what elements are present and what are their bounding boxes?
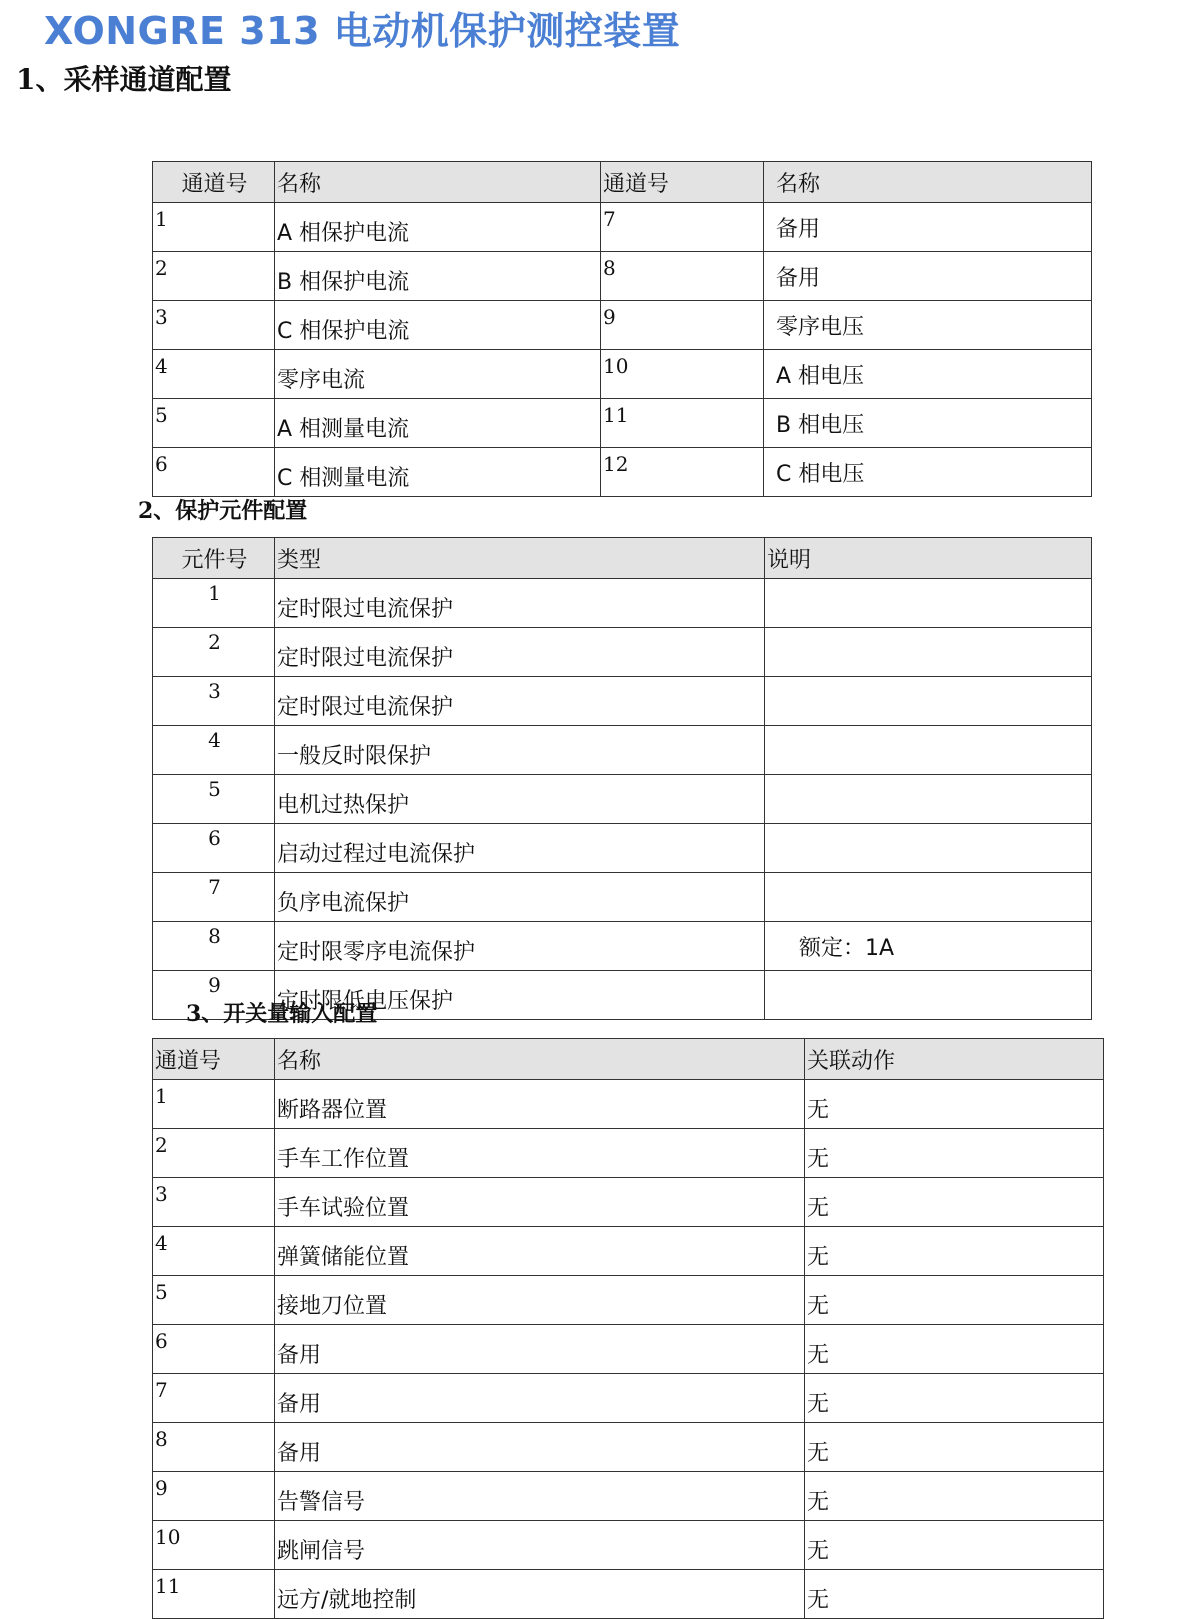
element-type: 一般反时限保护 xyxy=(275,726,765,775)
table-row xyxy=(153,1570,1104,1619)
channel-name: B 相电压 xyxy=(764,399,1092,448)
channel-name: 备用 xyxy=(764,252,1092,301)
table-row xyxy=(153,1080,1104,1129)
channel-name: A 相保护电流 xyxy=(275,203,601,252)
input-channel-number: 8 xyxy=(153,1423,275,1472)
table-row xyxy=(153,1374,1104,1423)
table-row xyxy=(153,1276,1104,1325)
input-name: 断路器位置 xyxy=(275,1080,805,1129)
input-action: 无 xyxy=(805,1521,1104,1570)
channel-name: C 相电压 xyxy=(764,448,1092,497)
input-action: 无 xyxy=(805,1080,1104,1129)
input-channel-number: 7 xyxy=(153,1374,275,1423)
element-number: 5 xyxy=(153,775,275,824)
channel-number: 8 xyxy=(601,252,764,301)
element-note xyxy=(765,628,1092,677)
input-action: 无 xyxy=(805,1227,1104,1276)
input-name: 接地刀位置 xyxy=(275,1276,805,1325)
element-type: 电机过热保护 xyxy=(275,775,765,824)
input-channel-number: 2 xyxy=(153,1129,275,1178)
section-heading-sampling-channels: 1、采样通道配置 xyxy=(16,63,232,96)
element-number: 1 xyxy=(153,579,275,628)
table-row xyxy=(153,1423,1104,1472)
element-number: 6 xyxy=(153,824,275,873)
element-note xyxy=(765,726,1092,775)
table-row xyxy=(153,775,1092,824)
element-note xyxy=(765,677,1092,726)
channel-number: 4 xyxy=(153,350,275,399)
channel-name: 零序电压 xyxy=(764,301,1092,350)
element-number: 8 xyxy=(153,922,275,971)
channel-number: 11 xyxy=(601,399,764,448)
element-number: 4 xyxy=(153,726,275,775)
input-channel-number: 9 xyxy=(153,1472,275,1521)
input-action: 无 xyxy=(805,1178,1104,1227)
channel-number: 7 xyxy=(601,203,764,252)
element-number: 3 xyxy=(153,677,275,726)
channel-number: 1 xyxy=(153,203,275,252)
element-type: 启动过程过电流保护 xyxy=(275,824,765,873)
header-cell: 名称 xyxy=(764,162,1092,203)
input-channel-number: 1 xyxy=(153,1080,275,1129)
element-type: 定时限低电压保护 xyxy=(275,971,765,1020)
input-action: 无 xyxy=(805,1423,1104,1472)
input-action: 无 xyxy=(805,1472,1104,1521)
header-cell: 通道号 xyxy=(601,162,764,203)
input-name: 手车工作位置 xyxy=(275,1129,805,1178)
element-type: 定时限过电流保护 xyxy=(275,628,765,677)
header-cell: 通道号 xyxy=(153,162,275,203)
channel-number: 2 xyxy=(153,252,275,301)
element-number: 9 xyxy=(153,971,275,1020)
table-row xyxy=(153,824,1092,873)
table-row xyxy=(153,448,1092,497)
channel-name: A 相测量电流 xyxy=(275,399,601,448)
switch-input-table xyxy=(152,1038,1104,1619)
element-note xyxy=(765,971,1092,1020)
channel-number: 10 xyxy=(601,350,764,399)
channel-name: 零序电流 xyxy=(275,350,601,399)
table-row xyxy=(153,628,1092,677)
protection-element-table xyxy=(152,537,1092,1020)
channel-name: C 相测量电流 xyxy=(275,448,601,497)
header-cell: 元件号 xyxy=(153,538,275,579)
table-header-row xyxy=(153,1039,1104,1080)
document-title: XONGRE 313 电动机保护测控装置 xyxy=(44,9,681,53)
element-note xyxy=(765,579,1092,628)
table-row xyxy=(153,726,1092,775)
channel-name: B 相保护电流 xyxy=(275,252,601,301)
channel-number: 9 xyxy=(601,301,764,350)
header-cell: 关联动作 xyxy=(805,1039,1104,1080)
table-row xyxy=(153,1178,1104,1227)
input-action: 无 xyxy=(805,1374,1104,1423)
input-name: 备用 xyxy=(275,1374,805,1423)
channel-number: 12 xyxy=(601,448,764,497)
table-row xyxy=(153,1129,1104,1178)
element-note: 额定：1A xyxy=(765,922,1092,971)
header-cell: 名称 xyxy=(275,1039,805,1080)
sampling-channel-table xyxy=(152,161,1092,497)
element-number: 7 xyxy=(153,873,275,922)
input-channel-number: 11 xyxy=(153,1570,275,1619)
input-channel-number: 5 xyxy=(153,1276,275,1325)
table-row xyxy=(153,1325,1104,1374)
section-heading-switch-inputs: 3、开关量输入配置 xyxy=(186,1001,378,1027)
element-note xyxy=(765,824,1092,873)
channel-name: C 相保护电流 xyxy=(275,301,601,350)
input-name: 备用 xyxy=(275,1423,805,1472)
table-row xyxy=(153,873,1092,922)
element-type: 负序电流保护 xyxy=(275,873,765,922)
table-row xyxy=(153,399,1092,448)
element-type: 定时限过电流保护 xyxy=(275,579,765,628)
channel-number: 3 xyxy=(153,301,275,350)
table-row xyxy=(153,1472,1104,1521)
table-header-row xyxy=(153,162,1092,203)
input-name: 弹簧储能位置 xyxy=(275,1227,805,1276)
element-number: 2 xyxy=(153,628,275,677)
table-row xyxy=(153,1227,1104,1276)
table-row xyxy=(153,203,1092,252)
table-row xyxy=(153,922,1092,971)
table-row xyxy=(153,677,1092,726)
element-type: 定时限零序电流保护 xyxy=(275,922,765,971)
element-note xyxy=(765,775,1092,824)
input-channel-number: 6 xyxy=(153,1325,275,1374)
input-name: 跳闸信号 xyxy=(275,1521,805,1570)
element-note xyxy=(765,873,1092,922)
input-action: 无 xyxy=(805,1570,1104,1619)
input-action: 无 xyxy=(805,1325,1104,1374)
table-row xyxy=(153,579,1092,628)
input-channel-number: 3 xyxy=(153,1178,275,1227)
header-cell: 名称 xyxy=(275,162,601,203)
header-cell: 类型 xyxy=(275,538,765,579)
table-row xyxy=(153,1521,1104,1570)
channel-number: 5 xyxy=(153,399,275,448)
table-row xyxy=(153,252,1092,301)
input-name: 手车试验位置 xyxy=(275,1178,805,1227)
table-header-row xyxy=(153,538,1092,579)
header-cell: 说明 xyxy=(765,538,1092,579)
input-action: 无 xyxy=(805,1276,1104,1325)
table-row xyxy=(153,350,1092,399)
channel-name: 备用 xyxy=(764,203,1092,252)
table-row xyxy=(153,301,1092,350)
input-name: 告警信号 xyxy=(275,1472,805,1521)
channel-name: A 相电压 xyxy=(764,350,1092,399)
input-name: 远方/就地控制 xyxy=(275,1570,805,1619)
input-channel-number: 4 xyxy=(153,1227,275,1276)
input-channel-number: 10 xyxy=(153,1521,275,1570)
header-cell: 通道号 xyxy=(153,1039,275,1080)
input-name: 备用 xyxy=(275,1325,805,1374)
element-type: 定时限过电流保护 xyxy=(275,677,765,726)
input-action: 无 xyxy=(805,1129,1104,1178)
section-heading-protection-elements: 2、保护元件配置 xyxy=(138,498,308,524)
channel-number: 6 xyxy=(153,448,275,497)
